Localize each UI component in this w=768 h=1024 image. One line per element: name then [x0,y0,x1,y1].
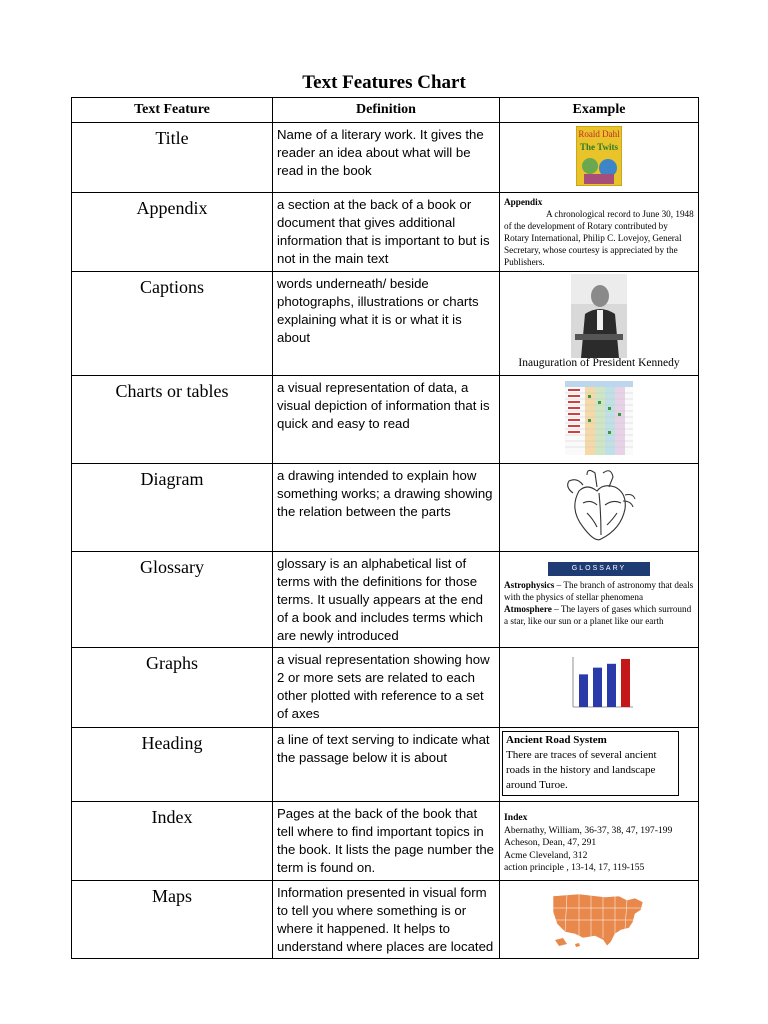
usa-map-image [549,888,649,950]
glossary-term: Astrophysics [504,580,555,590]
example-cell [500,728,699,802]
heading-example-title: Ancient Road System [506,734,607,746]
column-header: Text Feature [72,98,273,123]
example-cell [500,648,699,728]
feature-cell: Appendix [72,193,273,272]
example-cell [500,376,699,464]
book-author-text: Roald Dahl [578,129,620,139]
appendix-label: Appendix [504,197,543,207]
index-label: Index [504,812,528,823]
example-cell [500,802,699,881]
definition-cell: glossary is an alphabetical list of terms with the definitions for those terms. It usually appears at the end of a book and includes terms which are newly introduced [273,552,500,648]
feature-cell: Captions [72,272,273,376]
graph-bar [607,664,616,707]
glossary-example [500,576,698,627]
index-example [500,802,698,875]
feature-cell: Graphs [72,648,273,728]
data-table-image [565,381,633,455]
photo-caption: Inauguration of President Kennedy [518,357,680,369]
table-row [72,272,699,376]
appendix-text: A chronological record to June 30, 1948 of the development of Rotary contributed by Rotary International, Philip C. Lovejoy, General Secretary, whose courtesy is appreciated by the Publishers. [504,209,694,267]
index-entry: action principle , 13-14, 17, 119-155 [504,862,645,873]
definition-cell: words underneath/ beside photographs, illustrations or charts explaining what it is or what it is about [273,272,500,376]
glossary-term: Atmosphere [504,604,552,614]
definition-cell: Name of a literary work. It gives the reader an idea about what will be read in the book [273,123,500,193]
index-entry: Acheson, Dean, 47, 291 [504,837,597,848]
definition-cell: Pages at the back of the book that tell where to find important topics in the book. It lists the page number the term is found on. [273,802,500,881]
table-row [72,464,699,552]
feature-cell: Glossary [72,552,273,648]
graph-bar [579,674,588,707]
example-cell [500,123,699,193]
index-entry: Abernathy, William, 36-37, 38, 47, 197-199 [504,824,673,836]
graph-bar [621,659,630,707]
feature-cell: Heading [72,728,273,802]
graph-bar [593,668,602,707]
feature-cell: Diagram [72,464,273,552]
definition-cell: a visual representation of data, a visual depiction of information that is quick and easy to read [273,376,500,464]
feature-cell: Charts or tables [72,376,273,464]
feature-cell: Index [72,802,273,881]
bar-graph-image [563,653,635,715]
table-row [72,376,699,464]
definition-cell: a line of text serving to indicate what the passage below it is about [273,728,500,802]
book-cover-image [576,126,622,186]
definition-cell: a visual representation showing how 2 or more sets are related to each other plotted with reference to a set of axes [273,648,500,728]
heart-diagram [559,469,639,545]
table-header-row [72,98,699,123]
glossary-definition: – The layers of gases which surround a star, like our sun or a planet like our earth [504,604,692,626]
example-cell [500,464,699,552]
table-row [72,802,699,881]
heading-example-box [502,731,679,796]
definition-cell: Information presented in visual form to tell you where something is or where it happened. It helps to understand where places are located [273,881,500,959]
kennedy-photo [571,274,627,358]
table-row [72,552,699,648]
table-row [72,648,699,728]
example-cell [500,272,699,376]
table-row [72,123,699,193]
page-title: Text Features Chart [302,72,466,93]
heading-example-text: There are traces of several ancient roads in the history and landscape around Turoe. [506,749,657,791]
table-row [72,728,699,802]
text-features-table [71,97,699,959]
definition-cell: a drawing intended to explain how something works; a drawing showing the relation between the parts [273,464,500,552]
glossary-banner: GLOSSARY [548,562,650,576]
example-cell [500,193,699,272]
example-cell [500,881,699,959]
appendix-example [500,193,698,268]
index-entry: Acme Cleveland, 312 [504,849,588,861]
column-header: Example [500,98,699,123]
book-title-text: The Twits [580,142,618,152]
feature-cell: Title [72,123,273,193]
definition-cell: a section at the back of a book or document that gives additional information that is important to but is not in the main text [273,193,500,272]
glossary-definition: – The branch of astronomy that deals with the physics of stellar phenomena [504,580,694,602]
column-header: Definition [273,98,500,123]
example-cell [500,552,699,648]
table-row [72,881,699,959]
table-row [72,193,699,272]
feature-cell: Maps [72,881,273,959]
